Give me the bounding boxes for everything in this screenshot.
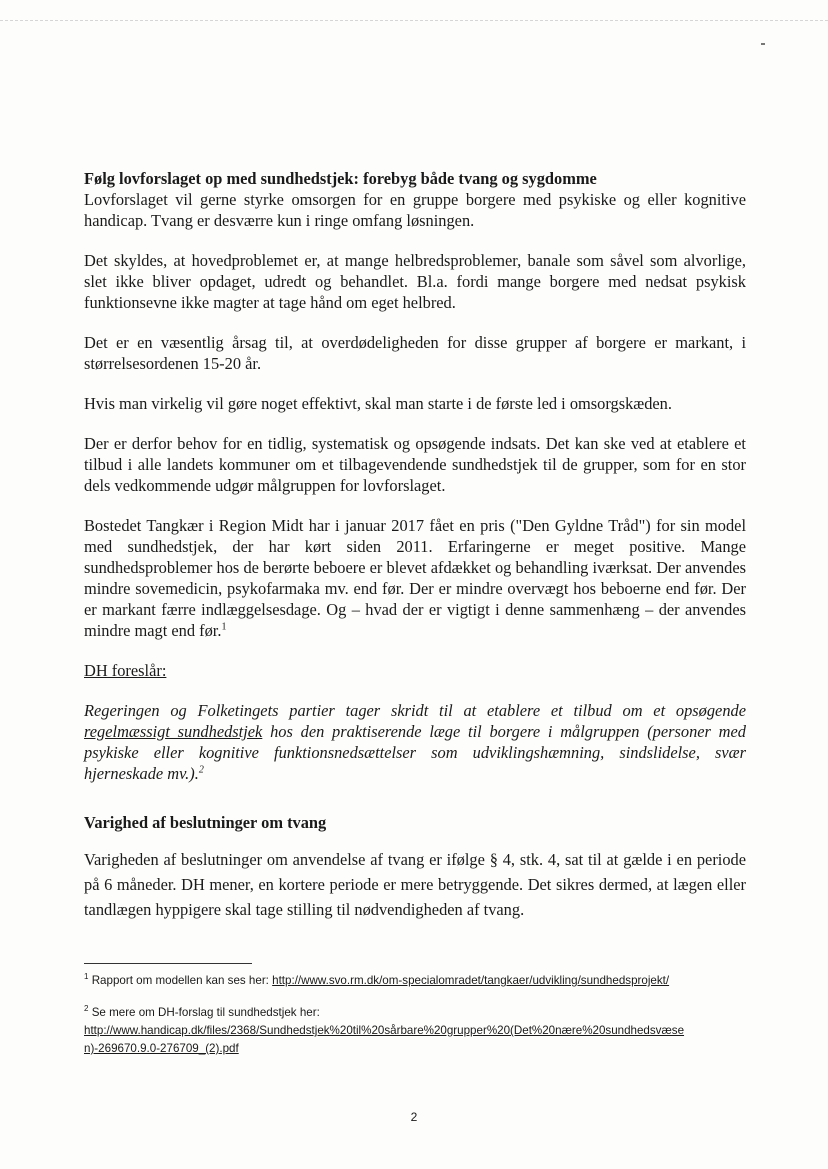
paragraph: Det skyldes, at hovedproblemet er, at mange helbredsproblemer, banale som såvel som alvorlige, slet ikke bliver opdaget, udredt og behandlet. Bl.a. fordi mange borgere med nedsat psykisk funktionsevne ikke magter at tage hånd om eget helbred. [84,251,746,312]
footnote-separator [84,963,252,964]
scan-speck [761,43,765,45]
paragraph: Varigheden af beslutninger om anvendelse af tvang er ifølge § 4, stk. 4, sat til at gælde i en periode på 6 måneder. DH mener, en kortere periode er mere betryggende. Det sikres dermed, at lægen eller tandlægen hyppigere skal tage stilling til nødvendigheden af tvang. [84,850,746,919]
footnote-link[interactable]: http://www.handicap.dk/files/2368/Sundhedstjek%20til%20sårbare%20grupper%20(Det%20nære%20sundhedsvæse [84,1024,685,1037]
paragraph: Der er derfor behov for en tidlig, systematisk og opsøgende indsats. Det kan ske ved at etablere et tilbud i alle landets kommuner om et tilbagevendende sundhedstjek til de grupper, som for en stor dels vedkommende udgør målgruppen for lovforslaget. [84,434,746,495]
proposal-link: regelmæssigt sundhedstjek [84,722,263,741]
footnote-link[interactable]: http://www.svo.rm.dk/om-specialomradet/tangkaer/udvikling/sundhedsprojekt/ [272,974,670,987]
footnote-text: Se mere om DH-forslag til sundhedstjek her: [91,1006,320,1019]
proposal-label: DH foreslår: [84,661,167,680]
footnote-1 [84,972,754,990]
paragraph: Det er en væsentlig årsag til, at overdødeligheden for disse grupper af borgere er markant, i størrelsesordenen 15-20 år. [84,333,746,373]
page-number: 2 [410,1110,418,1124]
footnote-2 [84,1004,754,1058]
footnote-number: 2 [84,1004,89,1014]
footnote-text: Rapport om modellen kan ses her: [91,974,273,987]
footnote-ref[interactable]: 1 [221,621,227,633]
proposal-text-a: Regeringen og Folketingets partier tager skridt til at etablere et tilbud om et opsøgende [84,701,746,720]
paragraph-text: Bostedet Tangkær i Region Midt har i januar 2017 fået en pris ("Den Gyldne Tråd") for sin model med sundhedstjek, der har kørt siden 2011. Erfaringerne er meget positive. Mange sundhedsproblemer hos de berørte beboere er blevet afdækket og behandling iværksat. Der anvendes mindre sovemedicin, psykofarmaka mv. end før. Der er mindre overvægt hos beboerne end før. Der er markant færre indlæggelsesdage. Og – hvad der er vigtigt i denne sammenhæng – der anvendes mindre magt end før. [84,516,746,640]
paragraph: Hvis man virkelig vil gøre noget effektivt, skal man starte i de første led i omsorgskæden. [84,394,672,413]
section-heading: Følg lovforslaget op med sundhedstjek: forebyg både tvang og sygdomme [84,169,597,188]
footnote-number: 1 [84,972,89,982]
document-body [84,168,746,922]
scan-artifact-line [0,20,828,21]
proposal-text-b: hos den praktiserende læge til borgere i målgruppen (personer med psykiske eller kognitive funktionsnedsættelser som udviklingshæmning, sindslidelse, svær hjerneskade mv.). [84,722,746,783]
proposal-text [84,700,746,784]
footnote-link-continued[interactable]: n)-269670.9.0-276709_(2).pdf [84,1042,239,1055]
paragraph [84,515,746,641]
section-heading: Varighed af beslutninger om tvang [84,813,327,832]
paragraph: Lovforslaget vil gerne styrke omsorgen for en gruppe borgere med psykiske og eller kognitive handicap. Tvang er desværre kun i ringe omfang løsningen. [84,190,746,230]
footnote-ref[interactable]: 2 [198,764,204,776]
